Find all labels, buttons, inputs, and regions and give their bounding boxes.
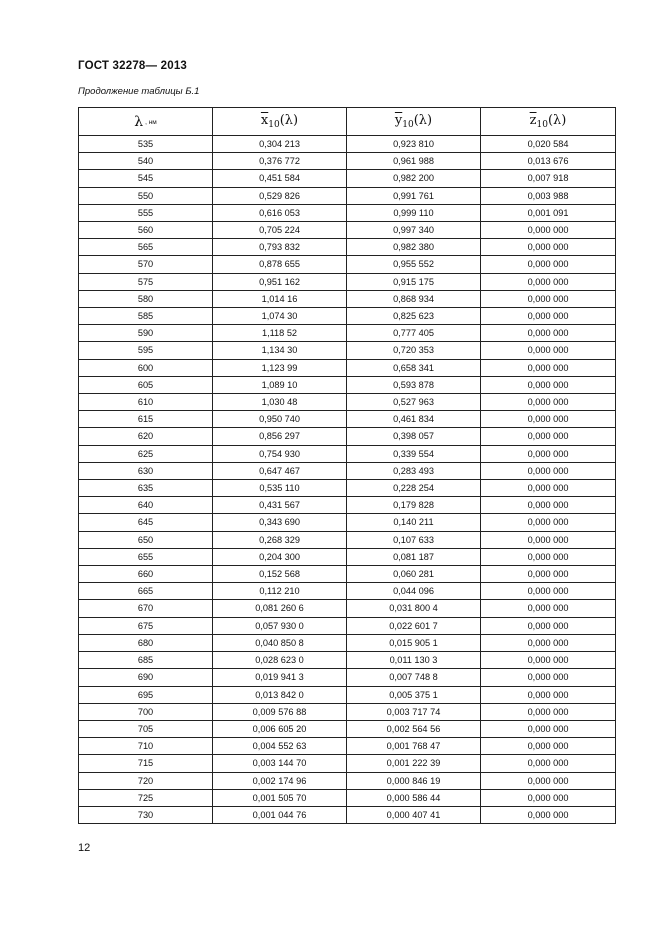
table-row (79, 428, 616, 445)
cell-z10: 0,000 000 (481, 480, 616, 497)
table-row (79, 480, 616, 497)
cell-z10: 0,000 000 (481, 325, 616, 342)
cell-y10: 0,015 905 1 (347, 634, 481, 651)
table-row (79, 170, 616, 187)
cell-y10: 0,915 175 (347, 273, 481, 290)
table-caption: Продолжение таблицы Б.1 (78, 86, 200, 97)
cell-wavelength: 600 (79, 359, 213, 376)
y-function-name: $\overline{y}$ (394, 113, 403, 128)
cell-x10: 0,647 467 (213, 462, 347, 479)
cell-wavelength: 730 (79, 806, 213, 823)
cell-wavelength: 680 (79, 634, 213, 651)
cell-wavelength: 655 (79, 548, 213, 565)
lambda-symbol: λ (134, 113, 144, 130)
cell-z10: 0,000 000 (481, 652, 616, 669)
cell-y10: 0,031 800 4 (347, 600, 481, 617)
cell-wavelength: 650 (79, 531, 213, 548)
cell-z10: 0,000 000 (481, 531, 616, 548)
cell-y10: 0,982 380 (347, 239, 481, 256)
cell-y10: 0,461 834 (347, 411, 481, 428)
cell-x10: 0,002 174 96 (213, 772, 347, 789)
table-row (79, 273, 616, 290)
cell-y10: 0,000 407 41 (347, 806, 481, 823)
cell-y10: 0,339 554 (347, 445, 481, 462)
table-row (79, 686, 616, 703)
cell-y10: 0,593 878 (347, 376, 481, 393)
cell-x10: 0,019 941 3 (213, 669, 347, 686)
cell-x10: 1,123 99 (213, 359, 347, 376)
cell-y10: 0,825 623 (347, 308, 481, 325)
cell-x10: 0,754 930 (213, 445, 347, 462)
x-function-argument: (λ) (279, 113, 299, 128)
table-row (79, 462, 616, 479)
header-x10 (213, 108, 347, 136)
cell-x10: 0,112 210 (213, 583, 347, 600)
cell-x10: 0,951 162 (213, 273, 347, 290)
table-row (79, 411, 616, 428)
cell-wavelength: 715 (79, 755, 213, 772)
table-row (79, 600, 616, 617)
cell-z10: 0,000 000 (481, 394, 616, 411)
cell-z10: 0,000 000 (481, 376, 616, 393)
cell-x10: 0,001 505 70 (213, 789, 347, 806)
cell-x10: 0,028 623 0 (213, 652, 347, 669)
cell-x10: 0,343 690 (213, 514, 347, 531)
cell-z10: 0,000 000 (481, 548, 616, 565)
table-row (79, 376, 616, 393)
cell-wavelength: 670 (79, 600, 213, 617)
cell-z10: 0,000 000 (481, 462, 616, 479)
page-number: 12 (78, 842, 91, 854)
table-row (79, 772, 616, 789)
cell-z10: 0,000 000 (481, 445, 616, 462)
z-function-name: $\overline{z}$ (529, 113, 537, 128)
cell-z10: 0,013 676 (481, 153, 616, 170)
cell-y10: 0,398 057 (347, 428, 481, 445)
cell-wavelength: 660 (79, 566, 213, 583)
cell-wavelength: 545 (79, 170, 213, 187)
table-row (79, 497, 616, 514)
cell-wavelength: 725 (79, 789, 213, 806)
document-header: ГОСТ 32278— 2013 (78, 60, 188, 72)
cell-wavelength: 610 (79, 394, 213, 411)
table-row (79, 359, 616, 376)
cell-x10: 0,878 655 (213, 256, 347, 273)
table-row (79, 308, 616, 325)
cell-wavelength: 690 (79, 669, 213, 686)
cell-x10: 0,009 576 88 (213, 703, 347, 720)
cell-y10: 0,003 717 74 (347, 703, 481, 720)
cell-wavelength: 535 (79, 136, 213, 153)
table-row (79, 239, 616, 256)
cell-wavelength: 630 (79, 462, 213, 479)
cell-z10: 0,000 000 (481, 738, 616, 755)
cell-wavelength: 560 (79, 222, 213, 239)
cell-z10: 0,020 584 (481, 136, 616, 153)
cell-z10: 0,000 000 (481, 720, 616, 737)
cell-y10: 0,961 988 (347, 153, 481, 170)
cell-x10: 0,081 260 6 (213, 600, 347, 617)
cell-y10: 0,658 341 (347, 359, 481, 376)
cell-z10: 0,000 000 (481, 290, 616, 307)
cell-y10: 0,011 130 3 (347, 652, 481, 669)
table-row (79, 720, 616, 737)
cell-x10: 0,268 329 (213, 531, 347, 548)
cell-wavelength: 565 (79, 239, 213, 256)
cell-x10: 0,451 584 (213, 170, 347, 187)
cell-wavelength: 700 (79, 703, 213, 720)
cell-y10: 0,997 340 (347, 222, 481, 239)
table-row (79, 394, 616, 411)
cell-x10: 0,950 740 (213, 411, 347, 428)
cell-wavelength: 605 (79, 376, 213, 393)
cell-y10: 0,923 810 (347, 136, 481, 153)
cell-x10: 0,013 842 0 (213, 686, 347, 703)
cell-y10: 0,228 254 (347, 480, 481, 497)
z-function-subscript: 10 (536, 120, 548, 130)
cell-y10: 0,001 768 47 (347, 738, 481, 755)
cell-z10: 0,003 988 (481, 187, 616, 204)
cell-y10: 0,007 748 8 (347, 669, 481, 686)
cell-wavelength: 620 (79, 428, 213, 445)
wavelength-unit: , нм (145, 118, 157, 126)
cell-y10: 0,044 096 (347, 583, 481, 600)
cell-y10: 0,777 405 (347, 325, 481, 342)
data-table (78, 107, 616, 824)
x-function-name: $\overline{x}$ (260, 113, 269, 128)
header-z10 (481, 108, 616, 136)
cell-wavelength: 695 (79, 686, 213, 703)
table-row (79, 703, 616, 720)
y-function-argument: (λ) (413, 113, 433, 128)
cell-x10: 0,057 930 0 (213, 617, 347, 634)
table-row (79, 617, 616, 634)
cell-wavelength: 575 (79, 273, 213, 290)
cell-x10: 0,001 044 76 (213, 806, 347, 823)
cell-z10: 0,000 000 (481, 806, 616, 823)
cell-x10: 0,616 053 (213, 204, 347, 221)
table-row (79, 583, 616, 600)
cell-z10: 0,000 000 (481, 342, 616, 359)
cell-x10: 0,003 144 70 (213, 755, 347, 772)
cell-x10: 0,535 110 (213, 480, 347, 497)
cell-x10: 1,089 10 (213, 376, 347, 393)
table-row (79, 514, 616, 531)
table-row (79, 738, 616, 755)
cell-y10: 0,000 846 19 (347, 772, 481, 789)
cell-z10: 0,000 000 (481, 703, 616, 720)
cell-wavelength: 635 (79, 480, 213, 497)
cell-wavelength: 675 (79, 617, 213, 634)
cell-z10: 0,007 918 (481, 170, 616, 187)
cell-y10: 0,107 633 (347, 531, 481, 548)
cell-z10: 0,000 000 (481, 514, 616, 531)
cell-x10: 0,006 605 20 (213, 720, 347, 737)
cell-z10: 0,001 091 (481, 204, 616, 221)
cell-z10: 0,000 000 (481, 359, 616, 376)
cell-z10: 0,000 000 (481, 428, 616, 445)
cell-y10: 0,991 761 (347, 187, 481, 204)
cell-x10: 0,856 297 (213, 428, 347, 445)
table-row (79, 187, 616, 204)
cell-y10: 0,000 586 44 (347, 789, 481, 806)
cell-wavelength: 720 (79, 772, 213, 789)
cell-x10: 0,304 213 (213, 136, 347, 153)
cell-wavelength: 640 (79, 497, 213, 514)
cell-x10: 1,118 52 (213, 325, 347, 342)
table-row (79, 755, 616, 772)
cell-y10: 0,955 552 (347, 256, 481, 273)
cell-z10: 0,000 000 (481, 256, 616, 273)
table-row (79, 445, 616, 462)
table-row (79, 806, 616, 823)
z-function-argument: (λ) (547, 113, 567, 128)
y-function-subscript: 10 (402, 120, 414, 130)
table-row (79, 634, 616, 651)
table-row (79, 204, 616, 221)
table-row (79, 669, 616, 686)
cell-wavelength: 550 (79, 187, 213, 204)
cell-z10: 0,000 000 (481, 634, 616, 651)
cell-wavelength: 555 (79, 204, 213, 221)
cell-z10: 0,000 000 (481, 222, 616, 239)
table-row (79, 652, 616, 669)
table-row (79, 566, 616, 583)
cell-wavelength: 595 (79, 342, 213, 359)
cell-wavelength: 585 (79, 308, 213, 325)
table-row (79, 531, 616, 548)
cell-y10: 0,982 200 (347, 170, 481, 187)
table-row (79, 153, 616, 170)
cell-wavelength: 685 (79, 652, 213, 669)
table-header-row (79, 108, 616, 136)
table-row (79, 290, 616, 307)
cell-y10: 0,002 564 56 (347, 720, 481, 737)
table-row (79, 222, 616, 239)
cell-y10: 0,868 934 (347, 290, 481, 307)
cell-wavelength: 570 (79, 256, 213, 273)
cell-z10: 0,000 000 (481, 772, 616, 789)
cell-x10: 0,152 568 (213, 566, 347, 583)
cell-x10: 0,204 300 (213, 548, 347, 565)
cell-y10: 0,060 281 (347, 566, 481, 583)
cell-z10: 0,000 000 (481, 308, 616, 325)
table-row (79, 789, 616, 806)
header-wavelength (79, 108, 213, 136)
cell-x10: 0,431 567 (213, 497, 347, 514)
cell-y10: 0,179 828 (347, 497, 481, 514)
cell-z10: 0,000 000 (481, 497, 616, 514)
cell-z10: 0,000 000 (481, 273, 616, 290)
cell-z10: 0,000 000 (481, 617, 616, 634)
cell-wavelength: 665 (79, 583, 213, 600)
header-y10 (347, 108, 481, 136)
cell-y10: 0,283 493 (347, 462, 481, 479)
cell-z10: 0,000 000 (481, 669, 616, 686)
cell-y10: 0,527 963 (347, 394, 481, 411)
cell-y10: 0,081 187 (347, 548, 481, 565)
cell-z10: 0,000 000 (481, 566, 616, 583)
cell-y10: 0,140 211 (347, 514, 481, 531)
cell-x10: 0,040 850 8 (213, 634, 347, 651)
cell-wavelength: 590 (79, 325, 213, 342)
cell-x10: 1,134 30 (213, 342, 347, 359)
cell-x10: 0,529 826 (213, 187, 347, 204)
table-row (79, 548, 616, 565)
cell-y10: 0,720 353 (347, 342, 481, 359)
table-row (79, 325, 616, 342)
cell-y10: 0,999 110 (347, 204, 481, 221)
cell-z10: 0,000 000 (481, 789, 616, 806)
cell-x10: 0,793 832 (213, 239, 347, 256)
cell-wavelength: 645 (79, 514, 213, 531)
table-row (79, 136, 616, 153)
cell-x10: 1,074 30 (213, 308, 347, 325)
cell-x10: 1,030 48 (213, 394, 347, 411)
cell-z10: 0,000 000 (481, 239, 616, 256)
cell-x10: 0,376 772 (213, 153, 347, 170)
cell-z10: 0,000 000 (481, 583, 616, 600)
cell-y10: 0,005 375 1 (347, 686, 481, 703)
cell-x10: 1,014 16 (213, 290, 347, 307)
cell-wavelength: 615 (79, 411, 213, 428)
table-row (79, 342, 616, 359)
cell-z10: 0,000 000 (481, 755, 616, 772)
table-row (79, 256, 616, 273)
cell-wavelength: 705 (79, 720, 213, 737)
cell-wavelength: 540 (79, 153, 213, 170)
cell-y10: 0,001 222 39 (347, 755, 481, 772)
cell-y10: 0,022 601 7 (347, 617, 481, 634)
cell-z10: 0,000 000 (481, 686, 616, 703)
cell-x10: 0,705 224 (213, 222, 347, 239)
x-function-subscript: 10 (268, 120, 280, 130)
cell-z10: 0,000 000 (481, 411, 616, 428)
cell-z10: 0,000 000 (481, 600, 616, 617)
cell-wavelength: 625 (79, 445, 213, 462)
cell-x10: 0,004 552 63 (213, 738, 347, 755)
cell-wavelength: 710 (79, 738, 213, 755)
table-body (79, 136, 616, 824)
cell-wavelength: 580 (79, 290, 213, 307)
